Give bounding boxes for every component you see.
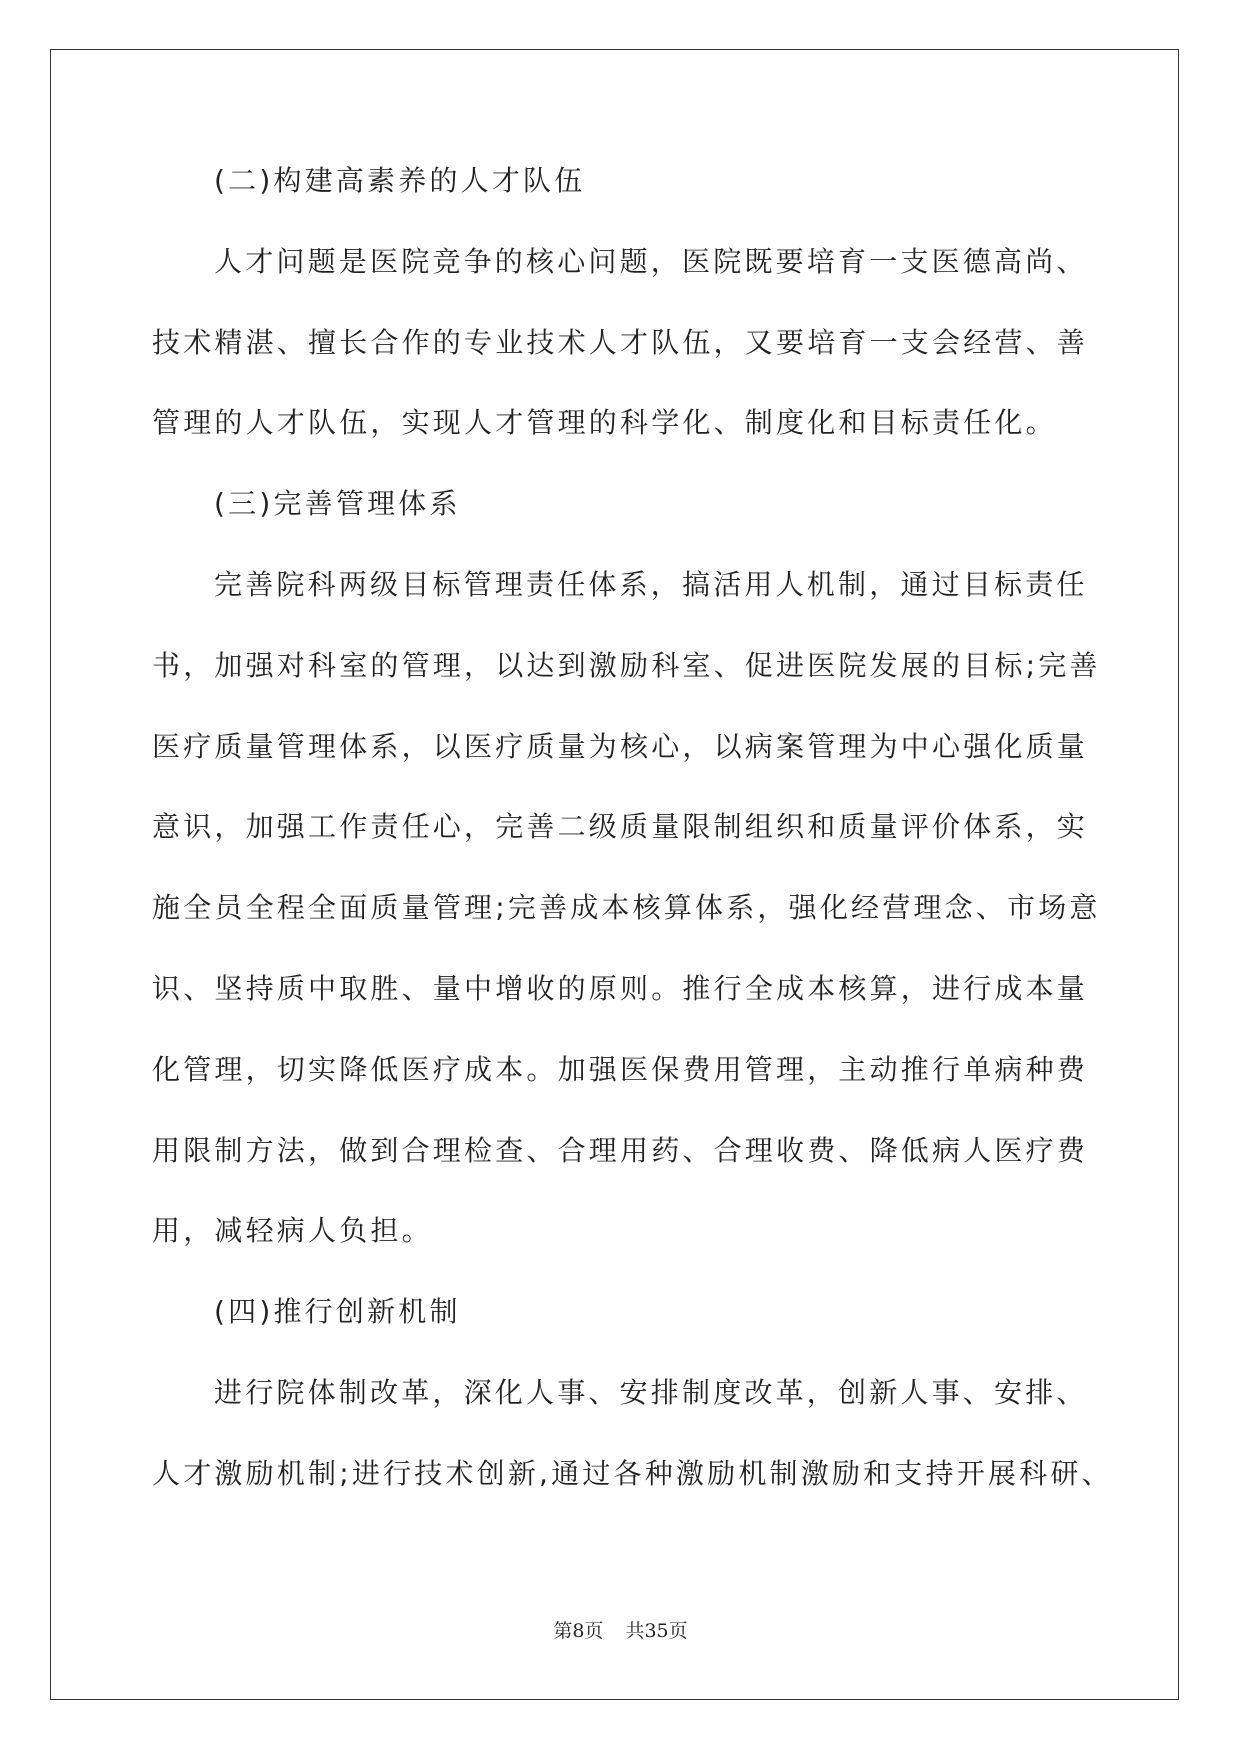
paragraph-line: 识、坚持质中取胜、量中增收的原则。推行全成本核算，进行成本量 (152, 971, 1089, 1005)
paragraph-line: 用，减轻病人负担。 (152, 1214, 433, 1248)
paragraph-line: 管理的人才队伍，实现人才管理的科学化、制度化和目标责任化。 (152, 406, 1057, 440)
paragraph-line: 技术精湛、擅长合作的专业技术人才队伍，又要培育一支会经营、善 (152, 325, 1089, 359)
paragraph-line: 完善院科两级目标管理责任体系，搞活用人机制，通过目标责任 (214, 567, 1088, 601)
page-total: 共35页 (625, 1620, 688, 1642)
page-number: 第8页 (553, 1620, 604, 1642)
paragraph-line: 进行院体制改革，深化人事、安排制度改革，创新人事、安排、 (214, 1375, 1088, 1409)
paragraph-line: 用限制方法，做到合理检查、合理用药、合理收费、降低病人医疗费 (152, 1133, 1089, 1167)
paragraph-line: 人才激励机制;进行技术创新,通过各种激励机制激励和支持开展科研、 (152, 1456, 1113, 1490)
paragraph-line: 书，加强对科室的管理，以达到激励科室、促进医院发展的目标;完善 (152, 648, 1101, 682)
paragraph-line: 施全员全程全面质量管理;完善成本核算体系，强化经营理念、市场意 (152, 891, 1101, 925)
page-footer (0, 1616, 1241, 1643)
paragraph-line: 医疗质量管理体系，以医疗质量为核心，以病案管理为中心强化质量 (152, 729, 1089, 763)
paragraph-line: 意识，加强工作责任心，完善二级质量限制组织和质量评价体系，实 (152, 810, 1089, 844)
section-heading-management: (三)完善管理体系 (214, 487, 461, 521)
section-heading-innovation: (四)推行创新机制 (214, 1295, 461, 1329)
paragraph-line: 化管理，切实降低医疗成本。加强医保费用管理，主动推行单病种费 (152, 1052, 1089, 1086)
document-body (152, 160, 1113, 1534)
paragraph-line: 人才问题是医院竞争的核心问题，医院既要培育一支医德高尚、 (214, 244, 1088, 278)
section-heading-talent: (二)构建高素养的人才队伍 (214, 164, 586, 197)
